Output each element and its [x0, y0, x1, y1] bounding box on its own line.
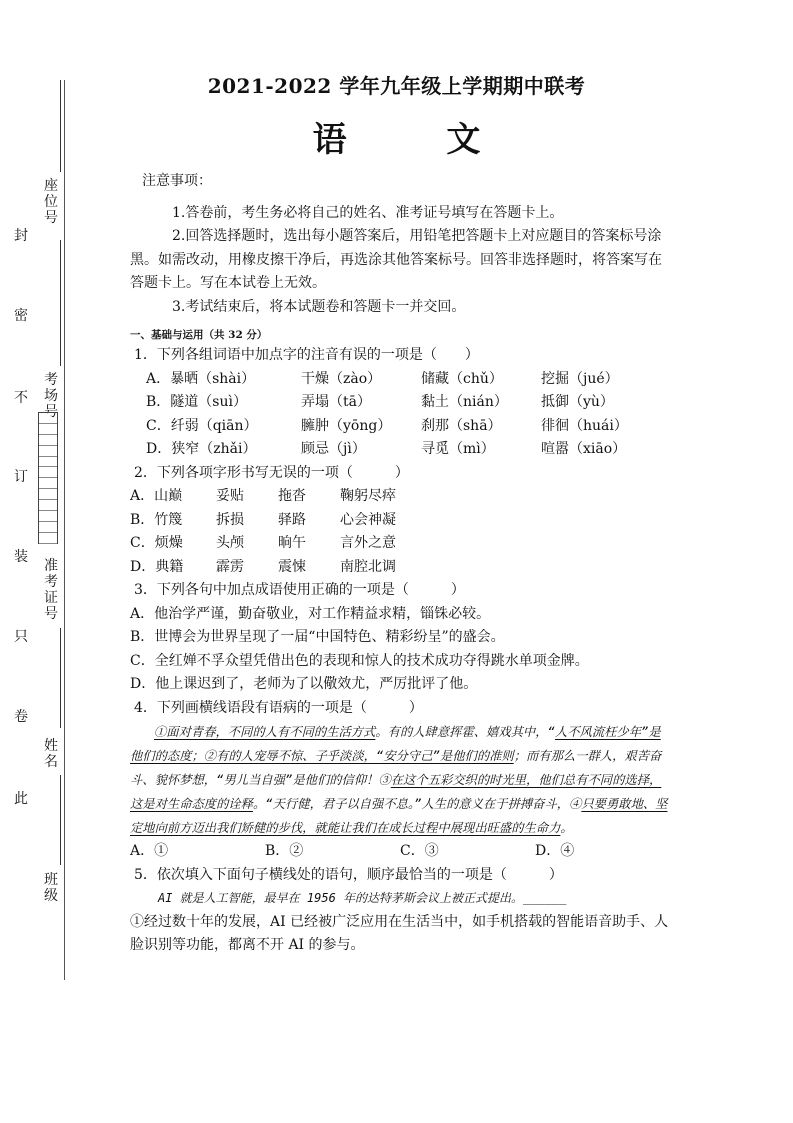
passage-segment: 。 [560, 821, 573, 835]
seal-char: 订 [14, 469, 28, 485]
question-1-option-c: C．纤弱（qiān） 臃肿（yōng） 刹那（shā） 徘徊（huái） [146, 417, 628, 434]
seat-label: 座 位 号 [44, 178, 58, 226]
passage-segment: 。“天行健，君子以自强不息。”人生的意义在于拼搏奋斗，④ [252, 797, 582, 811]
question-4-passage [130, 720, 670, 840]
seal-char: 只 [14, 629, 28, 645]
section-heading: 一、基础与运用（共 32 分） [130, 329, 268, 341]
question-4-options [130, 840, 670, 864]
seal-char: 不 [14, 390, 28, 406]
question-1-option-d: D．狭窄（zhǎi） 顾忌（jì） 寻觅（mì） 喧嚣（xiāo） [146, 441, 627, 457]
notice-item: 1.答卷前，考生务必将自己的姓名、准考证号填写在答题卡上。 [172, 204, 564, 221]
question-5-lead: AI 就是人工智能，最早在 1956 年的达特茅斯会议上被正式提出。______ [158, 891, 567, 905]
question-1-option-b: B．隧道（suì） 弄塌（tā） 黏土（nián） 抵御（yù） [146, 394, 614, 410]
passage-segment: 在这个五彩交织的时光里，他们总有不同的选择，这是对生命态度的诠释 [130, 773, 662, 811]
seal-char: 封 [14, 228, 28, 244]
question-2-option-b: B．竹篾 拆损 驿路 心会神凝 [130, 511, 396, 528]
question-3-option-d: D．他上课迟到了，老师为了以儆效尤，严厉批评了他。 [130, 676, 478, 692]
seal-char: 装 [14, 549, 28, 565]
notice-heading: 注意事项： [142, 173, 212, 189]
notice-item: 3.考试结束后，将本试题卷和答题卡一并交回。 [172, 298, 466, 315]
question-2-option-a: A．山巅 妥贴 拖沓 鞠躬尽瘁 [130, 488, 396, 504]
question-2-option-c: C．烦燥 头颅 晌午 言外之意 [130, 535, 396, 551]
passage-segment: 只要勇敢地、坚定地向前方迈出我们矫健的步伐，就能让我们在成长过程中展现出旺盛的生命力 [130, 797, 668, 835]
passage-segment: 。有的人肆意挥霍、嬉戏其中，“ [375, 725, 555, 739]
passage-segment: ①面对青春，不同的人有不同的生活方式 [154, 725, 376, 739]
passage-segment: 人不风流枉少年 [554, 725, 642, 739]
question-2-option-d: D．典籍 霹雳 震悚 南腔北调 [130, 558, 396, 575]
class-label: 班 级 [44, 872, 58, 904]
passage-segment: ”是他们的态度；②有的人宠辱不惊、子乎淡淡，“安分守己”是他们的准则 [130, 725, 661, 763]
passage-segment: ；而有那么一群人，艰苦奋斗、貌怀梦想，“男儿当自强”是他们的信仰！③ [130, 749, 662, 787]
question-3-option-c: C．全红婵不孚众望凭借出色的表现和惊人的技术成功夺得跳水单项金牌。 [130, 652, 589, 669]
room-underline [60, 240, 61, 366]
exam-body [130, 170, 670, 958]
question-2-stem: 2．下列各项字形书写无误的一项（ ） [134, 464, 409, 481]
question-5-text: ①经过数十年的发展，AI 已经被广泛应用在生活当中，如手机搭载的智能语音助手、人脸识别等功能，都离不开 AI 的参与。 [130, 913, 669, 953]
class-underline [60, 775, 61, 865]
binding-line [64, 80, 65, 980]
name-label: 姓 名 [44, 738, 58, 770]
question-1-stem: 1．下列各组词语中加点字的注音有误的一项是（ ） [134, 347, 479, 363]
question-5-stem: 5．依次填入下面句子横线处的语句，顺序最恰当的一项是（ ） [134, 866, 563, 883]
question-1-option-a: A．暴晒（shài） 干燥（zào） 储藏（chǔ） 挖掘（jué） [146, 370, 619, 387]
seal-char: 此 [14, 791, 28, 807]
question-3-option-b: B．世博会为世界呈现了一届“中国特色、精彩纷呈”的盛会。 [130, 629, 505, 645]
question-4-option-c: C．③ [400, 843, 439, 859]
subject-title: 语 文 [312, 120, 525, 160]
seal-char: 密 [14, 308, 28, 324]
question-4-option-d: D．④ [535, 843, 575, 859]
name-underline [60, 628, 61, 728]
ticket-label: 准 考 证 号 [44, 558, 58, 622]
exam-title: 2021-2022 学年九年级上学期期中联考 [207, 74, 586, 98]
notice-item: 2.回答选择题时，选出每小题答案后，用铅笔把答题卡上对应题目的答案标号涂黑。如需改动，用橡皮擦干净后，再选涂其他答案标号。回答非选择题时，将答案写在答题卡上。写在本试卷上无效。 [130, 228, 662, 291]
question-3-option-a: A．他治学严谨，勤奋敬业，对工作精益求精，锱铢必较。 [130, 605, 491, 622]
ticket-number-grid [38, 412, 58, 544]
question-4-stem: 4．下列画横线语段有语病的一项是（ ） [134, 699, 423, 716]
question-3-stem: 3．下列各句中加点成语使用正确的一项是（ ） [134, 582, 465, 598]
question-4-option-b: B．② [265, 843, 304, 859]
question-4-option-a: A．① [130, 843, 169, 859]
seal-char: 卷 [14, 709, 28, 725]
room-label: 考 场 号 [44, 372, 58, 420]
